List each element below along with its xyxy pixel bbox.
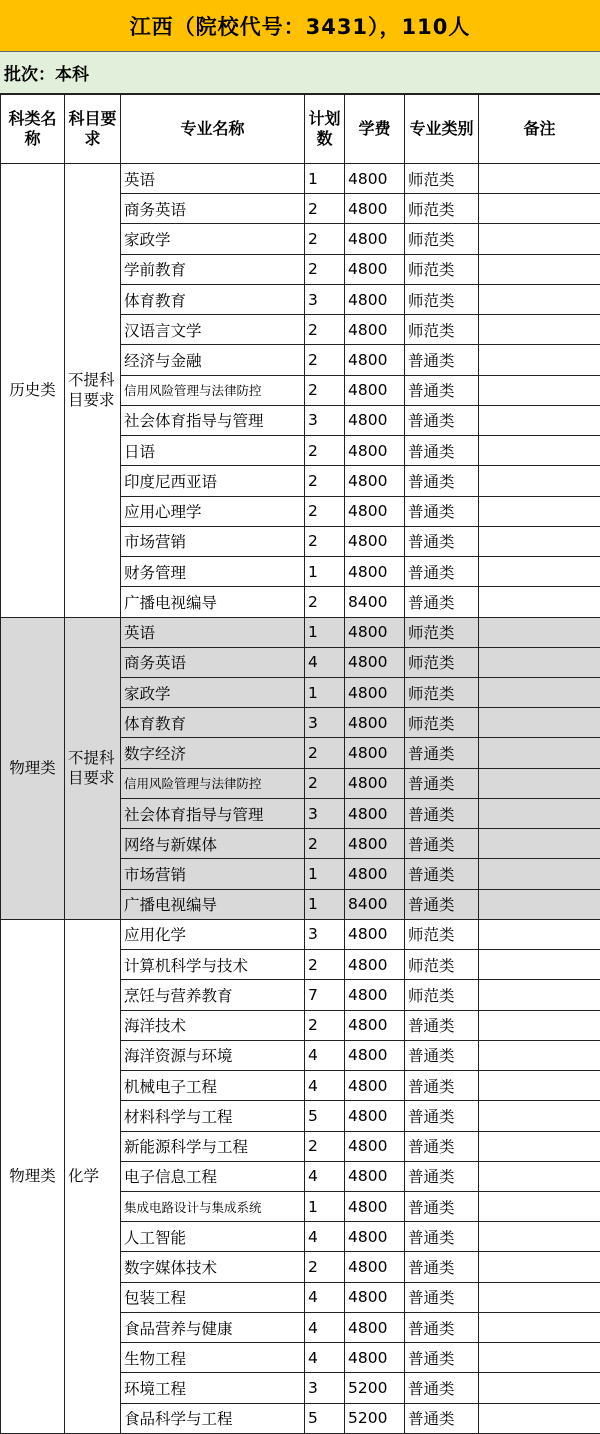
cell-plan: 3: [305, 284, 345, 314]
cell-plan: 2: [305, 194, 345, 224]
cell-major: 体育教育: [121, 284, 305, 314]
cell-major: 数字经济: [121, 738, 305, 768]
cell-category: 师范类: [405, 284, 479, 314]
cell-plan: 3: [305, 798, 345, 828]
cell-fee: 4800: [345, 950, 405, 980]
cell-plan: 2: [305, 436, 345, 466]
cell-remark: [479, 375, 600, 405]
cell-plan: 4: [305, 1282, 345, 1312]
cell-category: 普通类: [405, 738, 479, 768]
cell-plan: 3: [305, 708, 345, 738]
cell-remark: [479, 1040, 600, 1070]
cell-plan: 2: [305, 345, 345, 375]
cell-remark: [479, 617, 600, 647]
cell-major: 海洋技术: [121, 1010, 305, 1040]
cell-category: 普通类: [405, 798, 479, 828]
cell-category: 普通类: [405, 1343, 479, 1373]
cell-fee: 4800: [345, 647, 405, 677]
batch-label: 批次：本科: [0, 52, 600, 94]
cell-remark: [479, 1010, 600, 1040]
cell-fee: 4800: [345, 496, 405, 526]
cell-plan: 5: [305, 1101, 345, 1131]
cell-remark: [479, 859, 600, 889]
cell-remark: [479, 708, 600, 738]
cell-fee: 4800: [345, 526, 405, 556]
cell-major: 家政学: [121, 224, 305, 254]
page-title: 江西（院校代号：3431），110人: [0, 0, 600, 52]
cell-category: 普通类: [405, 466, 479, 496]
cell-category: 师范类: [405, 708, 479, 738]
cell-category: 师范类: [405, 980, 479, 1010]
header-subject-class: 科类名称: [1, 95, 65, 164]
cell-fee: 4800: [345, 1222, 405, 1252]
cell-major: 材料科学与工程: [121, 1101, 305, 1131]
header-remark: 备注: [479, 95, 600, 164]
cell-plan: 1: [305, 164, 345, 194]
cell-category: 普通类: [405, 345, 479, 375]
cell-category: 普通类: [405, 1252, 479, 1282]
cell-major: 商务英语: [121, 647, 305, 677]
cell-fee: 4800: [345, 1161, 405, 1191]
cell-plan: 4: [305, 1343, 345, 1373]
cell-fee: 4800: [345, 1312, 405, 1342]
cell-remark: [479, 919, 600, 949]
cell-fee: 4800: [345, 617, 405, 647]
cell-fee: 4800: [345, 1191, 405, 1221]
cell-category: 普通类: [405, 526, 479, 556]
cell-fee: 4800: [345, 224, 405, 254]
cell-remark: [479, 1252, 600, 1282]
cell-remark: [479, 436, 600, 466]
cell-major: 家政学: [121, 677, 305, 707]
cell-fee: 8400: [345, 889, 405, 919]
cell-remark: [479, 254, 600, 284]
cell-plan: 2: [305, 1010, 345, 1040]
cell-fee: 4800: [345, 194, 405, 224]
cell-remark: [479, 1131, 600, 1161]
cell-remark: [479, 194, 600, 224]
cell-fee: 4800: [345, 919, 405, 949]
cell-category: 普通类: [405, 557, 479, 587]
cell-plan: 5: [305, 1403, 345, 1433]
cell-major: 汉语言文学: [121, 315, 305, 345]
cell-plan: 3: [305, 1373, 345, 1403]
cell-remark: [479, 284, 600, 314]
cell-category: 普通类: [405, 436, 479, 466]
cell-plan: 1: [305, 617, 345, 647]
cell-fee: 4800: [345, 315, 405, 345]
cell-major: 人工智能: [121, 1222, 305, 1252]
cell-fee: 5200: [345, 1403, 405, 1433]
cell-fee: 4800: [345, 768, 405, 798]
cell-major: 应用化学: [121, 919, 305, 949]
cell-plan: 2: [305, 315, 345, 345]
cell-plan: 7: [305, 980, 345, 1010]
header-subject-req: 科目要求: [65, 95, 121, 164]
cell-fee: 4800: [345, 405, 405, 435]
cell-category: 普通类: [405, 829, 479, 859]
cell-plan: 3: [305, 919, 345, 949]
cell-major: 英语: [121, 164, 305, 194]
cell-major: 数字媒体技术: [121, 1252, 305, 1282]
cell-category: 师范类: [405, 164, 479, 194]
cell-plan: 3: [305, 405, 345, 435]
cell-remark: [479, 345, 600, 375]
cell-major: 印度尼西亚语: [121, 466, 305, 496]
cell-fee: 4800: [345, 164, 405, 194]
table-row: [1, 617, 600, 647]
cell-remark: [479, 1101, 600, 1131]
cell-major: 机械电子工程: [121, 1071, 305, 1101]
cell-plan: 4: [305, 1071, 345, 1101]
cell-category: 普通类: [405, 859, 479, 889]
cell-remark: [479, 557, 600, 587]
cell-fee: 4800: [345, 466, 405, 496]
cell-remark: [479, 768, 600, 798]
cell-remark: [479, 798, 600, 828]
cell-plan: 4: [305, 1222, 345, 1252]
cell-major: 食品科学与工程: [121, 1403, 305, 1433]
cell-plan: 1: [305, 557, 345, 587]
cell-major: 学前教育: [121, 254, 305, 284]
cell-major: 集成电路设计与集成系统: [121, 1191, 305, 1221]
plan-table: [0, 94, 600, 1434]
cell-category: 普通类: [405, 1131, 479, 1161]
cell-remark: [479, 647, 600, 677]
cell-fee: 4800: [345, 1343, 405, 1373]
cell-plan: 2: [305, 466, 345, 496]
table-body: [1, 164, 600, 1434]
cell-major: 财务管理: [121, 557, 305, 587]
cell-category: 普通类: [405, 1282, 479, 1312]
cell-fee: 4800: [345, 980, 405, 1010]
cell-plan: 2: [305, 254, 345, 284]
table-row: [1, 919, 600, 949]
cell-category: 师范类: [405, 617, 479, 647]
cell-major: 电子信息工程: [121, 1161, 305, 1191]
cell-remark: [479, 1071, 600, 1101]
cell-plan: 1: [305, 889, 345, 919]
cell-category: 普通类: [405, 1222, 479, 1252]
cell-remark: [479, 950, 600, 980]
cell-fee: 4800: [345, 1071, 405, 1101]
cell-major: 生物工程: [121, 1343, 305, 1373]
cell-remark: [479, 1373, 600, 1403]
header-plan: 计划数: [305, 95, 345, 164]
cell-category: 师范类: [405, 919, 479, 949]
cell-plan: 2: [305, 496, 345, 526]
cell-category: 普通类: [405, 1101, 479, 1131]
cell-plan: 2: [305, 375, 345, 405]
cell-fee: 4800: [345, 1040, 405, 1070]
cell-category: 师范类: [405, 647, 479, 677]
cell-remark: [479, 526, 600, 556]
cell-plan: 2: [305, 1131, 345, 1161]
cell-subject-req: 不提科目要求: [65, 164, 121, 618]
cell-major: 烹饪与营养教育: [121, 980, 305, 1010]
cell-remark: [479, 1161, 600, 1191]
cell-fee: 4800: [345, 1101, 405, 1131]
cell-major: 广播电视编导: [121, 889, 305, 919]
cell-fee: 4800: [345, 829, 405, 859]
cell-major: 日语: [121, 436, 305, 466]
cell-major: 信用风险管理与法律防控: [121, 375, 305, 405]
cell-subject-class: 物理类: [1, 617, 65, 919]
cell-major: 经济与金融: [121, 345, 305, 375]
cell-category: 师范类: [405, 224, 479, 254]
cell-fee: 4800: [345, 859, 405, 889]
cell-plan: 4: [305, 1040, 345, 1070]
cell-category: 普通类: [405, 1010, 479, 1040]
cell-fee: 4800: [345, 1282, 405, 1312]
cell-plan: 1: [305, 859, 345, 889]
cell-subject-class: 物理类: [1, 919, 65, 1433]
cell-plan: 2: [305, 1252, 345, 1282]
cell-subject-req: 不提科目要求: [65, 617, 121, 919]
cell-major: 环境工程: [121, 1373, 305, 1403]
cell-major: 市场营销: [121, 859, 305, 889]
cell-major: 广播电视编导: [121, 587, 305, 617]
cell-plan: 1: [305, 1191, 345, 1221]
cell-remark: [479, 405, 600, 435]
cell-fee: 4800: [345, 557, 405, 587]
cell-remark: [479, 980, 600, 1010]
cell-major: 应用心理学: [121, 496, 305, 526]
cell-remark: [479, 738, 600, 768]
cell-major: 英语: [121, 617, 305, 647]
cell-plan: 2: [305, 224, 345, 254]
cell-category: 师范类: [405, 950, 479, 980]
cell-plan: 1: [305, 677, 345, 707]
cell-major: 社会体育指导与管理: [121, 798, 305, 828]
cell-subject-class: 历史类: [1, 164, 65, 618]
cell-category: 普通类: [405, 1161, 479, 1191]
cell-remark: [479, 677, 600, 707]
cell-category: 普通类: [405, 1373, 479, 1403]
cell-plan: 4: [305, 647, 345, 677]
header-row: [1, 95, 600, 164]
cell-plan: 4: [305, 1312, 345, 1342]
header-major: 专业名称: [121, 95, 305, 164]
cell-major: 食品营养与健康: [121, 1312, 305, 1342]
cell-fee: 4800: [345, 436, 405, 466]
cell-remark: [479, 889, 600, 919]
cell-fee: 4800: [345, 798, 405, 828]
cell-major: 计算机科学与技术: [121, 950, 305, 980]
cell-major: 信用风险管理与法律防控: [121, 768, 305, 798]
cell-fee: 4800: [345, 254, 405, 284]
cell-fee: 5200: [345, 1373, 405, 1403]
cell-major: 社会体育指导与管理: [121, 405, 305, 435]
header-fee: 学费: [345, 95, 405, 164]
cell-major: 海洋资源与环境: [121, 1040, 305, 1070]
cell-remark: [479, 1343, 600, 1373]
cell-remark: [479, 1403, 600, 1433]
header-category: 专业类别: [405, 95, 479, 164]
cell-fee: 4800: [345, 708, 405, 738]
cell-category: 普通类: [405, 496, 479, 526]
cell-major: 体育教育: [121, 708, 305, 738]
cell-remark: [479, 829, 600, 859]
cell-remark: [479, 496, 600, 526]
cell-category: 普通类: [405, 1040, 479, 1070]
cell-remark: [479, 466, 600, 496]
cell-category: 普通类: [405, 768, 479, 798]
cell-fee: 4800: [345, 375, 405, 405]
cell-remark: [479, 587, 600, 617]
cell-plan: 2: [305, 738, 345, 768]
cell-subject-req: 化学: [65, 919, 121, 1433]
cell-plan: 4: [305, 1161, 345, 1191]
cell-category: 普通类: [405, 587, 479, 617]
cell-fee: 4800: [345, 677, 405, 707]
cell-fee: 4800: [345, 1252, 405, 1282]
cell-remark: [479, 1312, 600, 1342]
table-row: [1, 164, 600, 194]
cell-major: 包装工程: [121, 1282, 305, 1312]
cell-category: 师范类: [405, 194, 479, 224]
cell-category: 师范类: [405, 315, 479, 345]
cell-fee: 4800: [345, 1010, 405, 1040]
cell-fee: 4800: [345, 345, 405, 375]
cell-fee: 4800: [345, 284, 405, 314]
cell-fee: 4800: [345, 738, 405, 768]
cell-category: 普通类: [405, 1403, 479, 1433]
cell-category: 普通类: [405, 375, 479, 405]
cell-plan: 2: [305, 829, 345, 859]
cell-plan: 2: [305, 587, 345, 617]
cell-fee: 8400: [345, 587, 405, 617]
cell-category: 普通类: [405, 1312, 479, 1342]
cell-remark: [479, 315, 600, 345]
cell-remark: [479, 1191, 600, 1221]
cell-major: 网络与新媒体: [121, 829, 305, 859]
cell-category: 普通类: [405, 405, 479, 435]
cell-plan: 2: [305, 768, 345, 798]
cell-category: 普通类: [405, 1191, 479, 1221]
cell-remark: [479, 1222, 600, 1252]
cell-major: 新能源科学与工程: [121, 1131, 305, 1161]
cell-major: 商务英语: [121, 194, 305, 224]
cell-fee: 4800: [345, 1131, 405, 1161]
cell-remark: [479, 224, 600, 254]
cell-plan: 2: [305, 950, 345, 980]
cell-category: 普通类: [405, 889, 479, 919]
cell-major: 市场营销: [121, 526, 305, 556]
cell-remark: [479, 1282, 600, 1312]
cell-category: 师范类: [405, 254, 479, 284]
cell-category: 师范类: [405, 677, 479, 707]
cell-remark: [479, 164, 600, 194]
cell-plan: 2: [305, 526, 345, 556]
cell-category: 普通类: [405, 1071, 479, 1101]
